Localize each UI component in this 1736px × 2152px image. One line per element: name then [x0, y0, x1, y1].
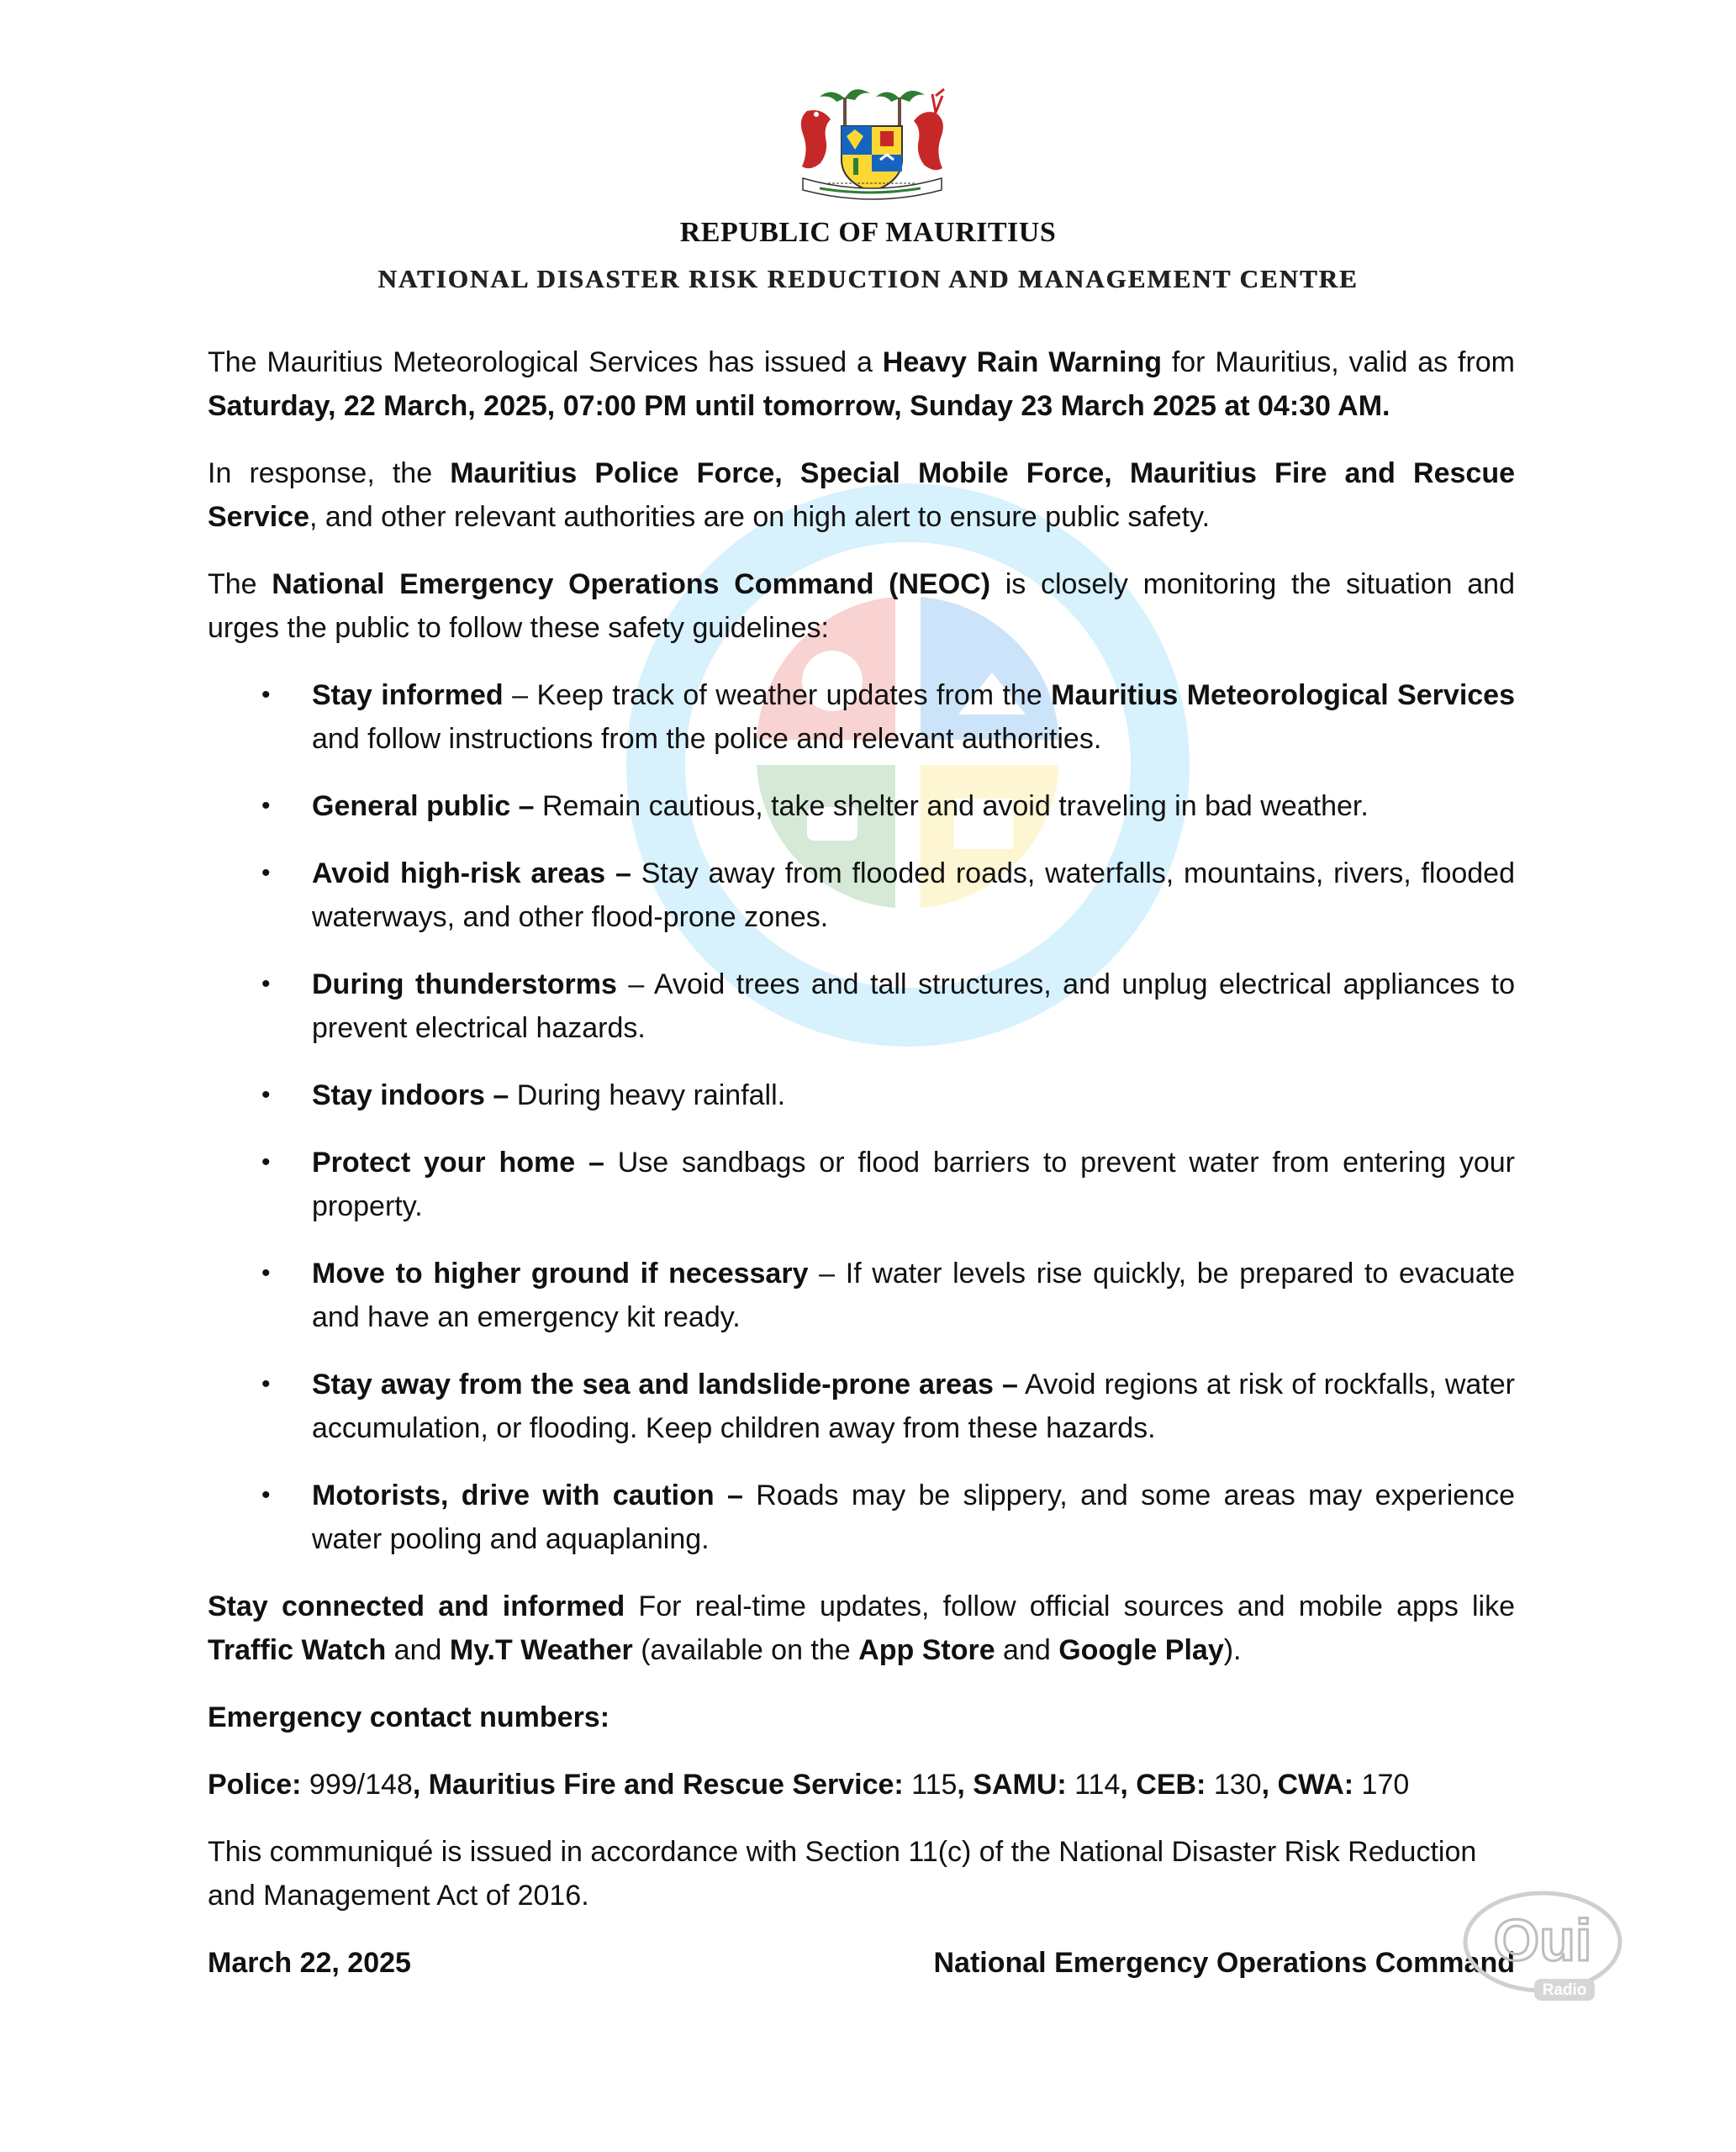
- list-item: • Move to higher ground if necessary – If water levels rise quickly, be prepared to evacuate and have an emergency kit ready.: [208, 1252, 1515, 1339]
- safety-guidelines-list: [208, 673, 1515, 1561]
- signatory: National Emergency Operations Command: [933, 1947, 1515, 1979]
- svg-text:Oui: Oui: [1493, 1907, 1592, 1973]
- communique-body: [208, 340, 1515, 1985]
- bullet-icon: •: [261, 681, 271, 709]
- list-item: • Stay away from the sea and landslide-prone areas – Avoid regions at risk of rockfalls, water accumulation, or flooding. Keep children away from these hazards.: [208, 1363, 1515, 1450]
- bullet-icon: •: [261, 1148, 271, 1176]
- legal-paragraph: This communiqué is issued in accordance with Section 11(c) of the National Disaster Risk Reduction and Management Act of 2016.: [208, 1836, 1477, 1912]
- bullet-icon: •: [261, 1481, 271, 1509]
- list-item: • Avoid high-risk areas – Stay away from flooded roads, waterfalls, mountains, rivers, flooded waterways, and other flood-prone zones.: [208, 852, 1515, 939]
- list-item: • During thunderstorms – Avoid trees and tall structures, and unplug electrical appliances to prevent electrical hazards.: [208, 963, 1515, 1050]
- contacts-heading: Emergency contact numbers:: [208, 1701, 610, 1733]
- warning-paragraph: The Mauritius Meteorological Services has issued a Heavy Rain Warning for Mauritius, valid as from Saturday, 22 March, 2025, 07:00 PM until tomorrow, Sunday 23 March 2025 at 04:30 AM.: [208, 346, 1515, 422]
- response-paragraph: In response, the Mauritius Police Force, Special Mobile Force, Mauritius Fire and Rescue Service, and other relevant authorities are on high alert to ensure public safety.: [208, 457, 1515, 533]
- agency-heading: NATIONAL DISASTER RISK REDUCTION AND MANAGEMENT CENTRE: [377, 264, 1359, 293]
- bullet-icon: •: [261, 970, 271, 998]
- issue-date: March 22, 2025: [208, 1947, 411, 1979]
- list-item: • Motorists, drive with caution – Roads may be slippery, and some areas may experience water pooling and aquaplaning.: [208, 1474, 1515, 1561]
- bullet-icon: •: [261, 1081, 271, 1109]
- neoc-paragraph: The National Emergency Operations Command (NEOC) is closely monitoring the situation and urges the public to follow these safety guidelines:: [208, 568, 1516, 644]
- bullet-icon: •: [261, 792, 271, 820]
- country-heading: REPUBLIC OF MAURITIUS: [679, 217, 1057, 248]
- bullet-icon: •: [261, 859, 271, 887]
- signature-footer: [208, 1941, 1515, 1985]
- list-item: • Protect your home – Use sandbags or flood barriers to prevent water from entering your property.: [208, 1141, 1515, 1228]
- list-item: • General public – Remain cautious, take shelter and avoid traveling in bad weather.: [208, 784, 1515, 828]
- coat-of-arms-icon: [786, 77, 958, 203]
- contacts-line: Police: 999/148, Mauritius Fire and Rescue Service: 115, SAMU: 114, CEB: 130, CWA: 170: [208, 1769, 1410, 1801]
- stay-connected-paragraph: Stay connected and informed For real-time updates, follow official sources and mobile apps like Traffic Watch and My.T Weather (available on the App Store and Google Play).: [208, 1590, 1516, 1666]
- bullet-icon: •: [261, 1370, 271, 1398]
- oui-radio-logo-icon: [1459, 1883, 1635, 2009]
- list-item: • Stay informed – Keep track of weather updates from the Mauritius Meteorological Services and follow instructions from the police and relevant authorities.: [208, 673, 1515, 761]
- list-item: • Stay indoors – During heavy rainfall.: [208, 1073, 1515, 1117]
- bullet-icon: •: [261, 1259, 271, 1287]
- svg-text:Radio: Radio: [1542, 1981, 1587, 1999]
